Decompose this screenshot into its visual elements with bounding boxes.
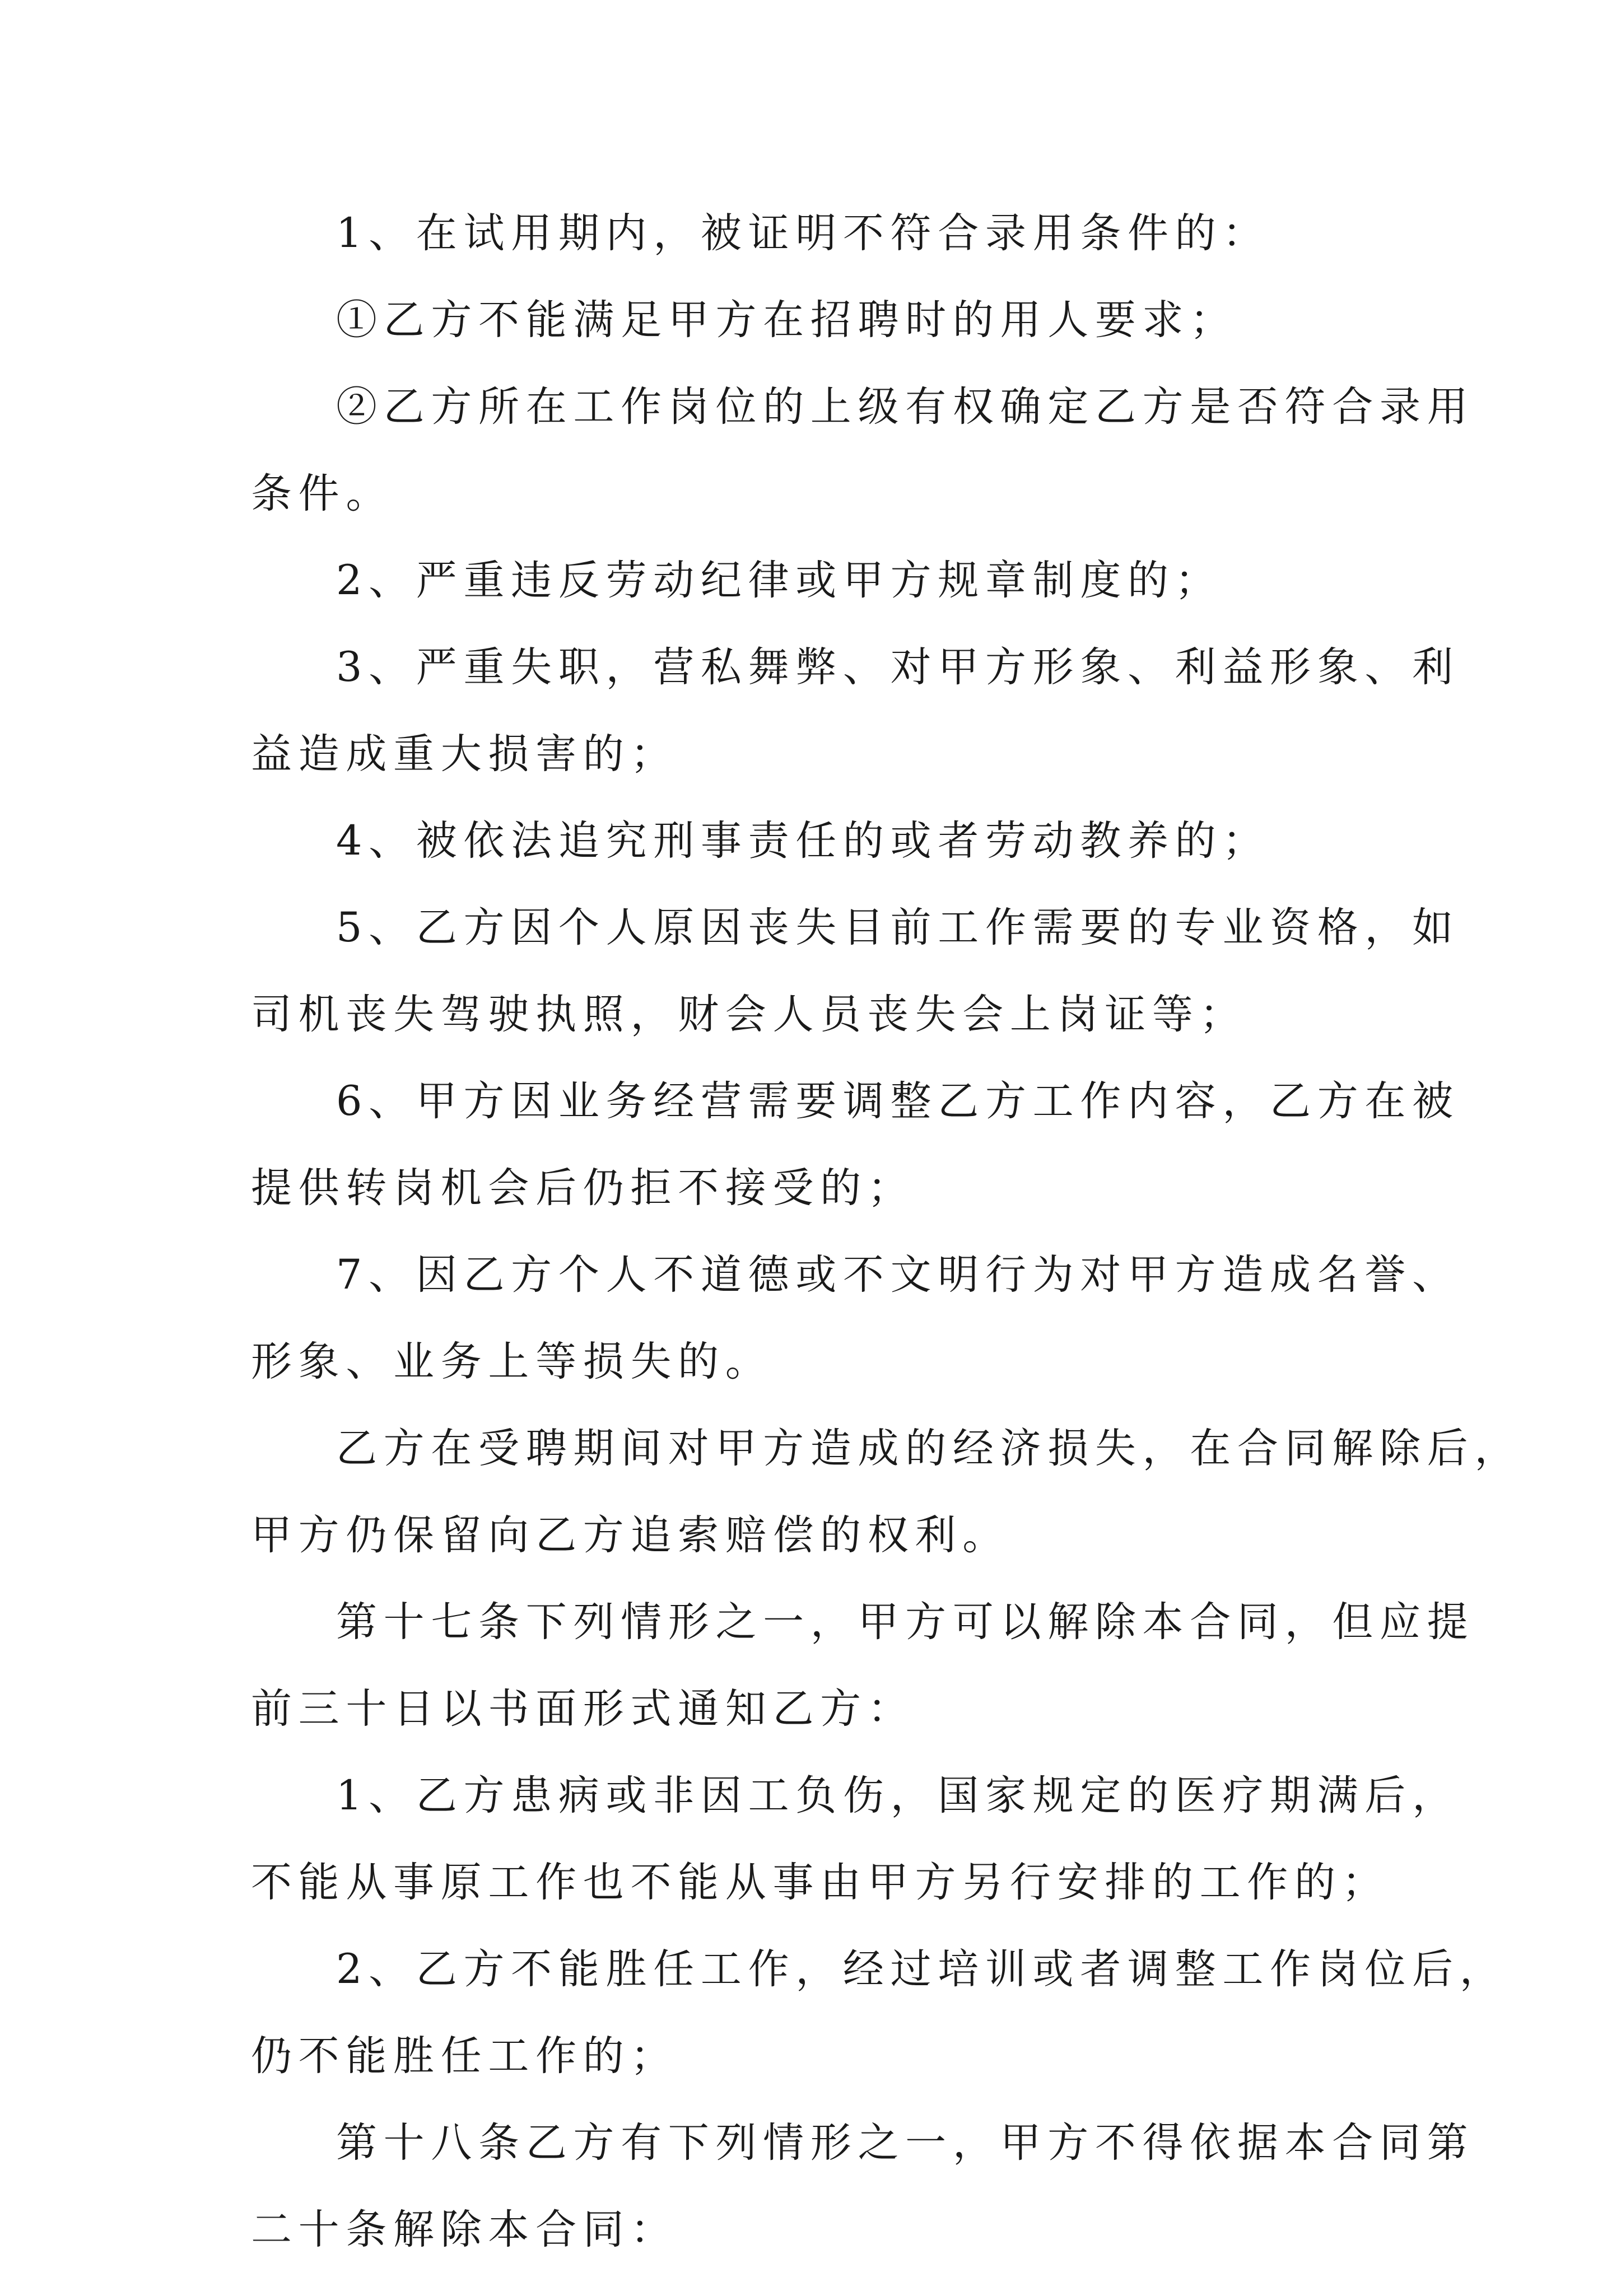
text-line: ①乙方不能满足甲方在招聘时的用人要求； (336, 296, 1237, 344)
text-line: 甲方仍保留向乙方追索赔偿的权利。 (251, 1511, 1010, 1559)
text-line: 第十七条下列情形之一，甲方可以解除本合同，但应提 (336, 1598, 1475, 1646)
document-body (251, 209, 1522, 2296)
text-line: 不能从事原工作也不能从事由甲方另行安排的工作的； (251, 1859, 1390, 1906)
text-line: 益造成重大损害的； (251, 730, 678, 778)
text-line: 2、乙方不能胜任工作，经过培训或者调整工作岗位后， (336, 1945, 1507, 1993)
text-line: 6、甲方因业务经营需要调整乙方工作内容，乙方在被 (336, 1077, 1460, 1125)
text-line: 7、因乙方个人不道德或不文明行为对甲方造成名誉、 (336, 1251, 1460, 1299)
text-line: 二十条解除本合同： (251, 2206, 678, 2253)
text-line: 第十八条乙方有下列情形之一，甲方不得依据本合同第 (336, 2119, 1475, 2167)
text-line: 司机丧失驾驶执照，财会人员丧失会上岗证等； (251, 991, 1247, 1038)
text-line: 1、在试用期内，被证明不符合录用条件的： (336, 209, 1270, 257)
text-line: 2、严重违反劳动纪律或甲方规章制度的； (336, 557, 1223, 604)
text-line: ②乙方所在工作岗位的上级有权确定乙方是否符合录用 (336, 383, 1475, 431)
text-line: 提供转岗机会后仍拒不接受的； (251, 1164, 915, 1212)
text-line: 3、严重失职，营私舞弊、对甲方形象、利益形象、利 (336, 643, 1460, 691)
text-line: 乙方在受聘期间对甲方造成的经济损失，在合同解除后， (336, 1425, 1522, 1472)
text-line: 5、乙方因个人原因丧失目前工作需要的专业资格，如 (336, 904, 1460, 951)
text-line: 仍不能胜任工作的； (251, 2032, 678, 2080)
text-line: 条件。 (251, 470, 394, 517)
text-line: 前三十日以书面形式通知乙方： (251, 1685, 915, 1733)
text-line: 形象、业务上等损失的。 (251, 1338, 773, 1385)
text-line: 1、乙方患病或非因工负伤，国家规定的医疗期满后， (336, 1772, 1460, 1819)
text-line: 4、被依法追究刑事责任的或者劳动教养的； (336, 817, 1270, 865)
